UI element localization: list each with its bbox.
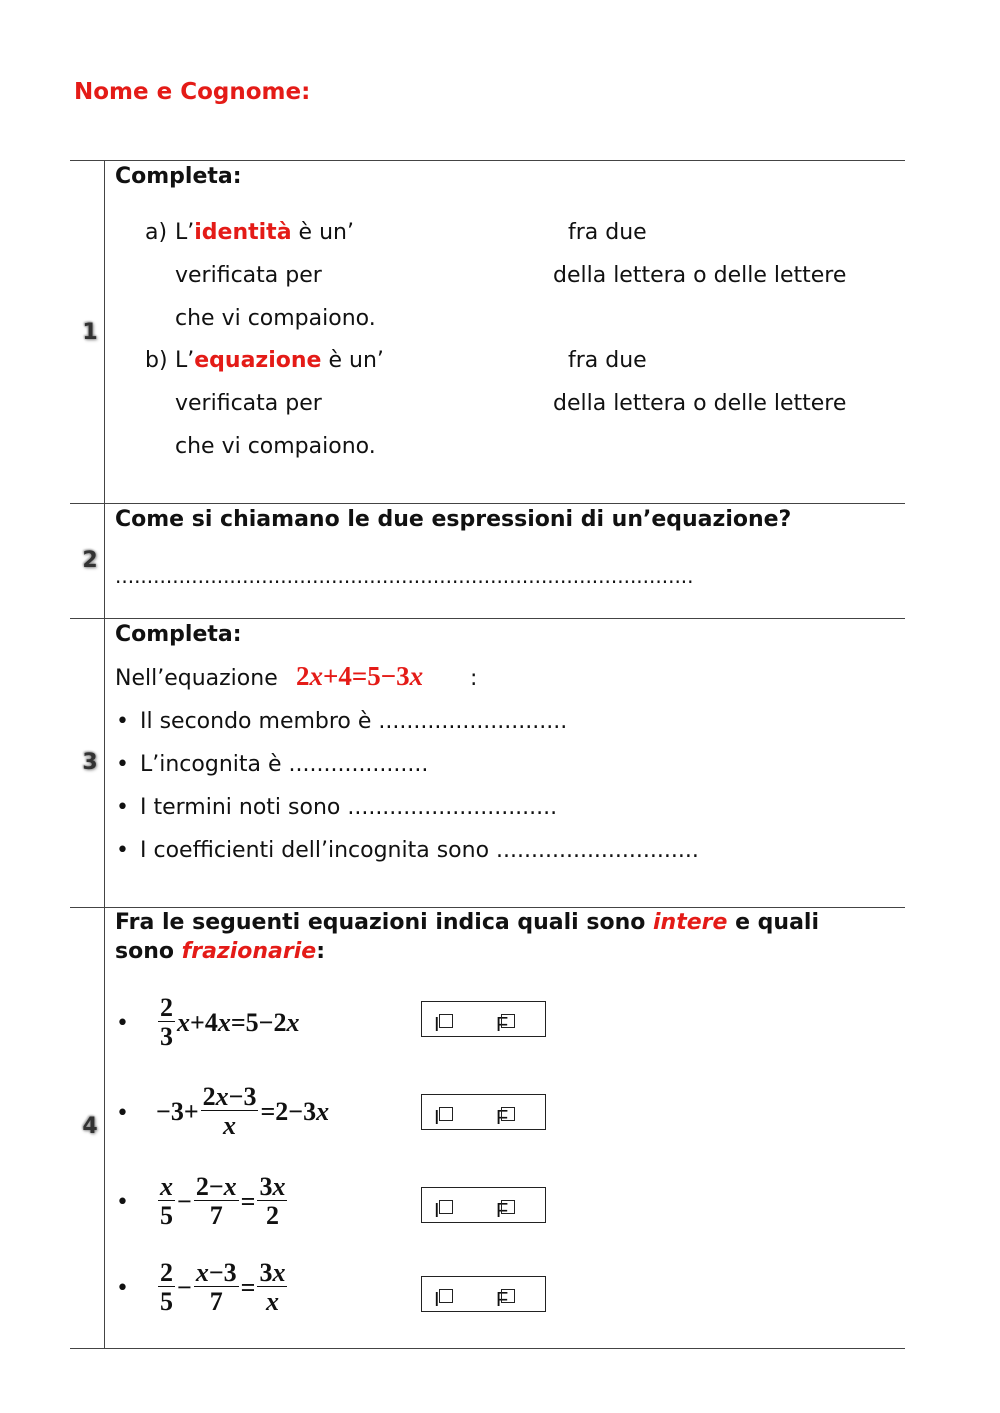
q4-eq2-num-b: −3	[228, 1082, 257, 1111]
q4-eq3-minus: −	[177, 1187, 192, 1217]
q4-4-i-label: I	[434, 1289, 440, 1311]
q4-eq3-f3-num-a: 3	[259, 1172, 273, 1201]
q4-choice-box-1	[421, 1001, 546, 1037]
q3-eq-coef: 2	[296, 661, 310, 691]
q4-title-part-2: e quali	[727, 910, 820, 935]
q4-eq3-f2-den: 7	[209, 1201, 223, 1231]
q3-item-2: L’incognita è ....................	[140, 752, 429, 777]
q1-title: Completa:	[115, 164, 242, 189]
q4-3-i-label: I	[434, 1200, 440, 1222]
q1-b-text	[175, 348, 384, 373]
q4-eq1-fraction	[158, 994, 175, 1052]
q4-equation-1	[156, 994, 299, 1052]
q4-2-f-checkbox[interactable]	[501, 1107, 515, 1121]
table-line-top	[70, 160, 905, 161]
q4-eq1-x2: x	[217, 1008, 231, 1038]
q4-eq1-plus: +4	[190, 1008, 218, 1038]
q4-4-i-checkbox[interactable]	[439, 1289, 453, 1303]
q4-eq1-x3: x	[286, 1008, 300, 1038]
q4-eq2-x: x	[316, 1097, 330, 1127]
q1-a-keyword: identità	[194, 220, 292, 245]
q4-eq3-fraction-2	[194, 1173, 239, 1231]
q4-equation-4	[156, 1259, 289, 1317]
q4-title-part-3: sono	[115, 939, 182, 964]
q1-a-della-lettera: della lettera o delle lettere	[553, 263, 847, 288]
q3-eq-x1: x	[309, 661, 323, 691]
q1-a-text	[175, 220, 354, 245]
q4-eq4-f1-den: 5	[160, 1287, 173, 1317]
q3-bullet-4: •	[116, 838, 129, 863]
q3-item-3: I termini noti sono ..............................	[140, 795, 558, 820]
q4-eq1-num: 2	[160, 993, 173, 1022]
q1-a-marker: a)	[145, 220, 168, 245]
q4-eq4-fraction-1	[158, 1259, 175, 1317]
q4-1-f-checkbox[interactable]	[501, 1014, 515, 1028]
q4-eq2-pre: −3+	[156, 1097, 199, 1127]
q2-answer-line: ...........................................................................................	[115, 564, 694, 588]
table-line-1	[70, 503, 905, 504]
q4-eq4-minus: −	[177, 1273, 192, 1303]
q4-eq3-f1-num	[158, 1173, 175, 1201]
q2-title: Come si chiamano le due espressioni di un’equazione?	[115, 507, 792, 532]
q3-title: Completa:	[115, 622, 242, 647]
q1-b-marker: b)	[145, 348, 168, 373]
q4-eq4-f2-den: 7	[209, 1287, 223, 1317]
q3-bullet-1: •	[116, 709, 129, 734]
table-line-3	[70, 907, 905, 908]
q4-4-f-label: F	[496, 1289, 509, 1311]
q3-item-1: Il secondo membro è ...........................	[140, 709, 568, 734]
q1-a-che-vi: che vi compaiono.	[175, 306, 376, 331]
q4-3-i-checkbox[interactable]	[439, 1200, 453, 1214]
q4-eq3-equals: =	[240, 1187, 256, 1217]
q4-bullet-3: •	[116, 1190, 129, 1215]
q4-title-part-4: :	[316, 939, 326, 964]
name-surname-label: Nome e Cognome:	[74, 79, 311, 105]
q4-eq3-f1-num-x: x	[160, 1172, 173, 1201]
q3-item-4: I coefficienti dell’incognita sono .............................	[140, 838, 699, 863]
q4-eq3-f3-den: 2	[265, 1201, 279, 1231]
q1-a-pre: L’	[175, 220, 195, 245]
q1-b-della-lettera: della lettera o delle lettere	[553, 391, 847, 416]
question-number-3: 3	[82, 750, 98, 775]
q4-eq2-num	[201, 1083, 259, 1111]
question-number-1: 1	[82, 320, 98, 345]
q4-2-f-label: F	[496, 1107, 509, 1129]
q1-b-verificata: verificata per	[175, 391, 322, 416]
q4-eq3-f2-num-a: 2−	[195, 1172, 224, 1201]
question-number-4: 4	[82, 1114, 98, 1139]
table-line-bottom	[70, 1348, 905, 1349]
q4-title-intere: intere	[653, 910, 728, 935]
q3-eq-x2: x	[409, 661, 424, 691]
q4-bullet-4: •	[116, 1276, 129, 1301]
q4-eq2-num-x: x	[215, 1082, 229, 1111]
q4-eq2-fraction	[201, 1083, 259, 1141]
q4-eq4-f3-num-a: 3	[259, 1258, 273, 1287]
q4-eq4-f3-den	[264, 1287, 281, 1317]
q4-choice-box-2	[421, 1094, 546, 1130]
q4-title-line-2	[115, 939, 325, 964]
q4-title-part-1: Fra le seguenti equazioni indica quali sono	[115, 910, 654, 935]
q3-bullet-2: •	[116, 752, 129, 777]
q4-3-f-checkbox[interactable]	[501, 1200, 515, 1214]
q4-eq3-fraction-3	[257, 1173, 287, 1231]
q4-eq2-rhs: =2−3	[260, 1097, 317, 1127]
q4-equation-2	[156, 1083, 329, 1141]
q4-eq4-f2-num	[194, 1259, 239, 1287]
q4-bullet-1: •	[116, 1011, 129, 1036]
q4-eq3-f2-num	[194, 1173, 239, 1201]
q4-eq3-f3-num	[257, 1173, 287, 1201]
q1-b-pre: L’	[175, 348, 195, 373]
q4-1-i-checkbox[interactable]	[439, 1014, 453, 1028]
q4-eq3-f3-num-x: x	[272, 1172, 286, 1201]
q4-eq1-den: 3	[160, 1022, 173, 1052]
q4-4-f-checkbox[interactable]	[501, 1289, 515, 1303]
q4-eq1-x: x	[177, 1008, 190, 1038]
q4-eq4-f1-num: 2	[160, 1258, 173, 1287]
q4-2-i-label: I	[434, 1107, 440, 1129]
q4-eq4-f2-num-b: −3	[208, 1258, 237, 1287]
table-line-2	[70, 618, 905, 619]
q1-a-post: è un’	[291, 220, 354, 245]
q3-intro: Nell’equazione	[115, 666, 278, 691]
q4-equation-3	[156, 1173, 289, 1231]
q4-eq4-f2-num-x: x	[195, 1258, 209, 1287]
q4-eq4-fraction-2	[194, 1259, 239, 1317]
q4-eq3-f1-den: 5	[160, 1201, 173, 1231]
q4-eq4-f3-num-x: x	[272, 1258, 286, 1287]
q3-bullet-3: •	[116, 795, 129, 820]
q4-eq3-fraction-1	[158, 1173, 175, 1231]
q4-eq1-rhs: =5−2	[230, 1008, 287, 1038]
q1-b-post: è un’	[321, 348, 384, 373]
q1-b-che-vi: che vi compaiono.	[175, 434, 376, 459]
q4-choice-box-4	[421, 1276, 546, 1312]
q4-1-f-label: F	[496, 1014, 509, 1036]
question-number-2: 2	[82, 548, 98, 573]
q4-bullet-2: •	[116, 1101, 129, 1126]
q4-1-i-label: I	[434, 1014, 440, 1036]
q4-eq2-den	[221, 1111, 238, 1141]
q4-choice-box-3	[421, 1187, 546, 1223]
q4-eq4-f3-num	[257, 1259, 287, 1287]
q1-a-verificata: verificata per	[175, 263, 322, 288]
q3-equation	[296, 661, 423, 692]
q1-a-fra-due: fra due	[568, 220, 647, 245]
q3-eq-middle: +4=5−3	[323, 661, 410, 691]
table-column-divider	[104, 160, 105, 1348]
q1-b-fra-due: fra due	[568, 348, 647, 373]
q4-3-f-label: F	[496, 1200, 509, 1222]
q4-eq4-fraction-3	[257, 1259, 287, 1317]
q1-b-keyword: equazione	[194, 348, 322, 373]
q4-eq4-equals: =	[240, 1273, 256, 1303]
q3-colon: :	[470, 666, 478, 691]
q4-2-i-checkbox[interactable]	[439, 1107, 453, 1121]
q4-eq2-den-x: x	[223, 1111, 237, 1141]
q4-eq2-num-a: 2	[202, 1082, 216, 1111]
q4-title-frazionarie: frazionarie	[181, 939, 317, 964]
q4-title-line-1	[115, 910, 819, 935]
q4-eq3-f2-num-x: x	[223, 1172, 237, 1201]
q4-eq4-f3-den-x: x	[265, 1287, 279, 1317]
